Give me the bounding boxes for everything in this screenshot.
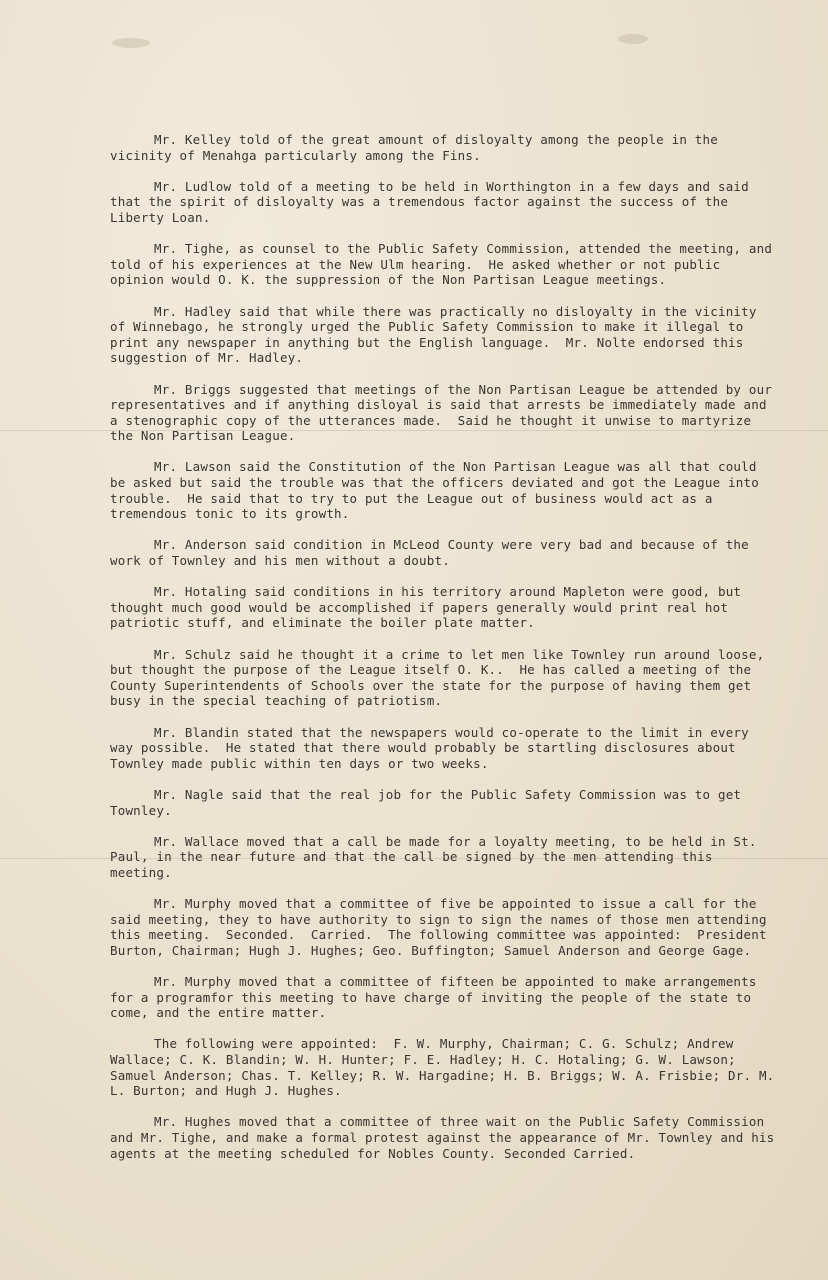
paragraph-anderson: Mr. Anderson said condition in McLeod County were very bad and because of the work of Townley and his men without a doubt. — [110, 537, 757, 569]
paragraph-hughes: Mr. Hughes moved that a committee of three wait on the Public Safety Commission and Mr. Tighe, and make a formal protest against the appearance of Mr. Townley and his agents at the meeting scheduled for Nobles County. Seconded Carried. — [110, 1114, 783, 1161]
paragraph-tighe: Mr. Tighe, as counsel to the Public Safety Commission, attended the meeting, and told of his experiences at the New Ulm hearing. He asked whether or not public opinion would O. K. the suppression of the Non Partisan League meetings. — [110, 241, 780, 288]
paragraph-hotaling: Mr. Hotaling said conditions in his territory around Mapleton were good, but thought much good would be accomplished if papers generally would print real hot patriotic stuff, and eliminate the boiler plate matter. — [110, 584, 749, 631]
paragraph-appointees: The following were appointed: F. W. Murphy, Chairman; C. G. Schulz; Andrew Wallace; C. K. Blandin; W. H. Hunter; F. E. Hadley; H. C. Hotaling; G. W. Lawson; Samuel Anderson; Chas. T. Kelley; R. W. Hargadine; H. B. Briggs; W. A. Frisbie; Dr. M. L. Burton; and Hugh J. Hughes. — [110, 1036, 783, 1099]
paragraph-kelley: Mr. Kelley told of the great amount of disloyalty among the people in the vicinity of Menahga particularly among the Fins. — [110, 132, 726, 163]
paper-stain — [112, 38, 150, 48]
paragraph-schulz: Mr. Schulz said he thought it a crime to let men like Townley run around loose, but thought the purpose of the League itself O. K.. He has called a meeting of the County Superintendents of Schools over the state for the purpose of having them get busy in the special teaching of patriotism. — [110, 646, 773, 709]
paper-stain — [618, 34, 648, 44]
paragraph-murphy-committee-fifteen: Mr. Murphy moved that a committee of fifteen be appointed to make arrangements for a programfor this meeting to have charge of inviting the people of the state to come, and the entire matter. — [110, 974, 765, 1021]
paragraph-blandin: Mr. Blandin stated that the newspapers would co-operate to the limit in every way possible. He stated that there would probably be startling disclosures about Townley made public within ten days or two weeks. — [110, 724, 757, 771]
paragraph-nagle: Mr. Nagle said that the real job for the Public Safety Commission was to get Townley. — [110, 786, 749, 818]
paragraph-briggs: Mr. Briggs suggested that meetings of the Non Partisan League be attended by our representatives and if anything disloyal is said that arrests be immediately made and a stenographic copy of the utterances made. Said he thought it unwise to martyrize the Non Partisan League. — [110, 381, 780, 444]
paragraph-wallace: Mr. Wallace moved that a call be made for a loyalty meeting, to be held in St. Paul, in the near future and that the call be signed by the men attending this meeting. — [110, 833, 765, 880]
paragraph-lawson: Mr. Lawson said the Constitution of the Non Partisan League was all that could be asked but said the trouble was that the officers deviated and got the League into trouble. He said that to try to put the League out of business would act as a tremendous tonic to its growth. — [110, 459, 767, 522]
typed-text-body — [110, 132, 783, 1161]
paragraph-murphy-committee-five: Mr. Murphy moved that a committee of five be appointed to issue a call for the said meeting, they to have authority to sign to sign the names of those men attending this meeting. Seconded. Carried. The following committee was appointed: President Burton, Chairman; Hugh J. Hughes; Geo. Buffington; Samuel Anderson and George Gage. — [110, 896, 775, 958]
paragraph-hadley: Mr. Hadley said that while there was practically no disloyalty in the vicinity of Winnebago, he strongly urged the Public Safety Commission to make it illegal to print any newspaper in anything but the English language. Mr. Nolte endorsed this suggestion of Mr. Hadley. — [110, 303, 765, 366]
paragraph-ludlow: Mr. Ludlow told of a meeting to be held in Worthington in a few days and said that the spirit of disloyalty was a tremendous factor against the success of the Liberty Loan. — [110, 178, 757, 225]
